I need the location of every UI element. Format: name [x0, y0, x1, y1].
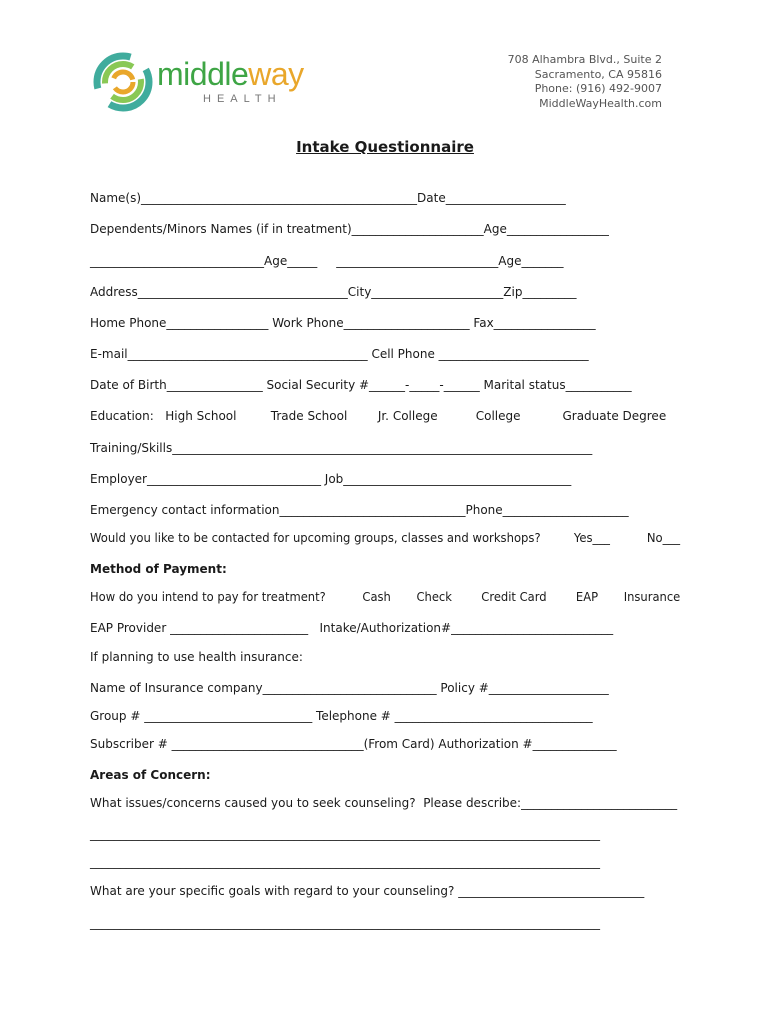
names-field[interactable]: Name(s)______________________________________________Date____________________ — [90, 191, 566, 205]
address-city: Sacramento, CA 95816 — [534, 67, 662, 81]
email-field[interactable]: E-mail________________________________________ Cell Phone _________________________ — [90, 347, 589, 361]
address-street: 708 Alhambra Blvd., Suite 2 — [507, 53, 662, 66]
middleway-health-logo — [93, 50, 333, 114]
dependents-field[interactable]: Dependents/Minors Names (if in treatment)______________________Age_________________ — [90, 222, 609, 236]
insurance-note: If planning to use health insurance: — [90, 650, 303, 664]
concerns-answer-line-1[interactable]: _____________________________________________________________________________________ — [90, 827, 600, 841]
emergency-contact-field[interactable]: Emergency contact information_______________________________Phone_____________________ — [90, 503, 629, 517]
logo-text-way: way — [248, 56, 304, 92]
education-options[interactable]: Education: High School Trade School Jr. College College Graduate Degree — [90, 409, 667, 423]
subscriber-field[interactable]: Subscriber # ________________________________(From Card) Authorization #______________ — [90, 737, 617, 751]
logo-subtitle: HEALTH — [203, 93, 282, 105]
logo-text-middle: middle — [157, 56, 249, 92]
group-telephone-field[interactable]: Group # ____________________________ Telephone # _________________________________ — [90, 709, 593, 723]
goals-answer-line[interactable]: _____________________________________________________________________________________ — [90, 916, 600, 930]
swirl-logo-icon — [93, 50, 157, 114]
address-phone: Phone: (916) 492-9007 — [534, 82, 662, 95]
address-block — [508, 53, 662, 111]
concerns-question[interactable]: What issues/concerns caused you to seek counseling? Please describe:__________________________ — [90, 796, 678, 810]
goals-question[interactable]: What are your specific goals with regard to your counseling? _______________________________ — [90, 884, 645, 898]
eap-provider-field[interactable]: EAP Provider _______________________ Intake/Authorization#___________________________ — [90, 621, 614, 635]
contact-preference[interactable]: Would you like to be contacted for upcoming groups, classes and workshops? Yes___ No___ — [90, 531, 681, 545]
payment-heading: Method of Payment: — [90, 562, 227, 576]
address-website: MiddleWayHealth.com — [539, 96, 662, 110]
training-field[interactable]: Training/Skills______________________________________________________________________ — [90, 441, 593, 455]
address-field[interactable]: Address___________________________________City______________________Zip_________ — [90, 285, 577, 299]
phone-fields[interactable]: Home Phone_________________ Work Phone_____________________ Fax_________________ — [90, 316, 596, 330]
employer-field[interactable]: Employer_____________________________ Job______________________________________ — [90, 472, 572, 486]
concerns-heading: Areas of Concern: — [90, 768, 211, 782]
payment-options[interactable]: How do you intend to pay for treatment? Cash Check Credit Card EAP Insurance — [90, 590, 681, 604]
logo-wordmark — [157, 56, 304, 92]
page-title: Intake Questionnaire — [296, 138, 474, 156]
concerns-answer-line-2[interactable]: _____________________________________________________________________________________ — [90, 855, 600, 869]
birth-ssn-field[interactable]: Date of Birth________________ Social Security #______-_____-______ Marital status___________ — [90, 378, 632, 392]
dependents-age-field[interactable]: _____________________________Age_____ ___________________________Age_______ — [90, 254, 564, 268]
insurance-company-field[interactable]: Name of Insurance company_____________________________ Policy #____________________ — [90, 681, 609, 695]
